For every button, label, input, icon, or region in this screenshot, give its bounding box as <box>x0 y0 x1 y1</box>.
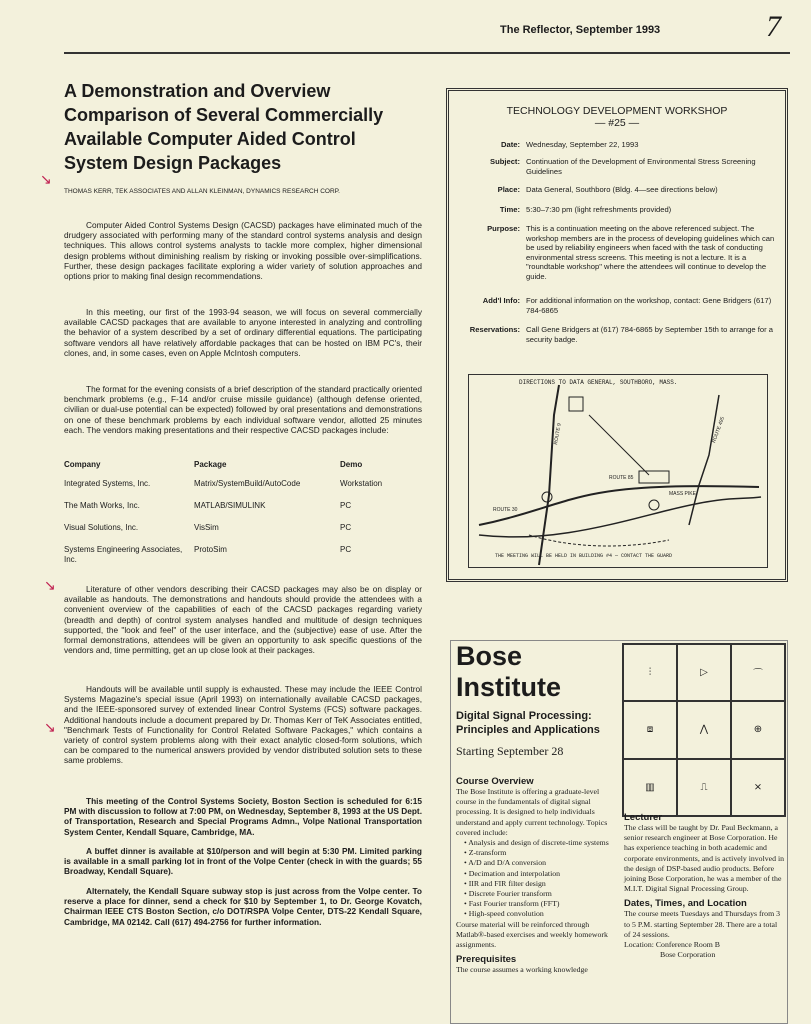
workshop-value: Wednesday, September 22, 1993 <box>526 140 639 149</box>
workshop-label: Subject: <box>490 157 520 166</box>
pole-zero-icon: ⊕ <box>731 701 785 758</box>
col-package: Package <box>194 460 227 469</box>
prereq-text: The course assumes a working knowledge <box>456 965 588 975</box>
map-label-route9: ROUTE 9 <box>552 422 563 446</box>
list-item: • IIR and FIR filter design <box>464 879 614 889</box>
workshop-label: Place: <box>497 185 520 194</box>
cell-company: The Math Works, Inc. <box>64 501 140 510</box>
bose-name-line1: Bose <box>456 641 523 671</box>
dates-heading: Dates, Times, and Location <box>624 898 747 910</box>
sinc-pulse-icon: ⋀ <box>677 701 731 758</box>
spectrum-icon: ▥ <box>623 759 677 816</box>
cell-package: MATLAB/SIMULINK <box>194 501 266 510</box>
article-paragraph-6: This meeting of the Control Systems Society, Boston Section is scheduled for 6:15 PM with discussion to follow at 7:00 PM, on Wednesday, September 8, 1993 at the US Dept. of Transportation, Research and Special Programs Admn., Volpe National Transportation System Center, Kendall Square, Cambridge, MA. <box>64 796 422 837</box>
dates-text: The course meets Tuesdays and Thursdays from 3 to 5 P.M. starting September 28. There are a total of 24 sessions. <box>624 909 780 939</box>
impulse-response-icon: ⫶ <box>623 644 677 701</box>
article-paragraph-3: The format for the evening consists of a brief description of the standard practically oriented benchmark problems (e.g., F-14 and/or cruise missile guidance) (although defense oriented, civilian or dual-use potential can be expected) followed by oral presentations and demonstrations on one of these benchmark problems by each individual software vendor, allotted 25 minutes each. The vendors making presentations and their respective CACSD packages include: <box>64 384 422 435</box>
table-row <box>64 479 424 501</box>
article-paragraph-8: Alternately, the Kendall Square subway stop is just across from the Volpe center. To reserve a place for dinner, send a check for $10 by September 1, to Dr. George Kovatch, Chairman IEEE CTS Boston Section, c/o DOT/RSPA Volpe Center, DTS-22 Kendall Square, Cambridge, MA 02142. Call (617) 494-2756 for further information. <box>64 886 422 927</box>
workshop-value: Continuation of the Development of Environmental Stress Screening Guidelines <box>526 157 756 176</box>
bose-name-line2: Institute <box>456 672 561 702</box>
bose-institute-logo <box>456 641 561 703</box>
cell-demo: Workstation <box>340 479 383 488</box>
butterfly-fft-icon: ⨯ <box>731 759 785 816</box>
article-paragraph-4: Literature of other vendors describing their CACSD packages may also be on display or available as handouts. The demonstrations and handouts should provide the attendees with a convenient overview of the capabilities of each of the CACSD packages regarding variety (breadth and depth) of control system analyses handled and multitude of design techniques supported, the "look and feel" of the user interface, and the (subjective) ease of use. After the formal demonstrations, attendees will be given an opportunity to ask specific questions of the vendors and, time permitting, get an up close look at their packages. <box>64 584 422 656</box>
cell-demo: PC <box>340 545 352 554</box>
lowpass-filter-icon: ⎍ <box>677 759 731 816</box>
location-label: Location: <box>624 940 654 950</box>
workshop-row-date <box>456 140 776 150</box>
cell-package: VisSim <box>194 523 219 532</box>
workshop-label: Purpose: <box>487 224 520 233</box>
workshop-row-purpose <box>456 224 776 282</box>
map-label-route495: ROUTE 495 <box>711 416 727 444</box>
article-paragraph-1: Computer Aided Control Systems Design (CACSD) packages have eliminated much of the drudgery associated with performing many of the standard control systems analysis and design techniques. This allows control systems analysts to tackle more complex, higher dimensional design problems without diminishing realism by risking or invoking possible over-simplifications. Further, these design packages facilitate exploring a wider variety of solution approaches and options prior to making final design recommendations. <box>64 220 422 282</box>
article-paragraph-2: In this meeting, our first of the 1993-94 season, we will focus on several commercially available CACSD packages that are available to anyone interested in analyzing and controlling the behavior of a system described by a set of ordinary differential equations. The participating software vendors all have relatively affordable packages that can be hosted on IBM PC's, their clones, and, in some cases, even on Apple McIntosh computers. <box>64 307 422 358</box>
frequency-response-icon: ⌒ <box>731 644 785 701</box>
map-roads <box>469 375 767 567</box>
workshop-title <box>446 105 788 129</box>
list-item: • Z-transform <box>464 848 614 858</box>
article-paragraph-7: A buffet dinner is available at $10/person and will begin at 5:30 PM. Limited parking is available in a small parking lot in front of the Volpe Center (check in with the guards; 55 Broadway, Kendall Square). <box>64 846 422 877</box>
bose-lecturer <box>624 812 784 960</box>
overview-end: Course material will be reinforced through Matlab®-based exercises and weekly homework assignments. <box>456 919 608 950</box>
table-row <box>64 523 424 545</box>
overview-heading: Course Overview <box>456 776 534 787</box>
cell-demo: PC <box>340 523 352 532</box>
list-item: • Analysis and design of discrete-time systems <box>464 838 614 848</box>
workshop-value: 5:30–7:30 pm (light refreshments provided) <box>526 205 672 214</box>
workshop-row-place <box>456 185 776 195</box>
article-paragraph-5: Handouts will be available until supply is exhausted. These may include the IEEE Control Systems Magazine's special issue (April 1993) on internationally available CACSD packages, and the IEEE-sponsored survey of extended linear Control Systems (FCS) software packages. Additional handouts include a document prepared by Dr. Thomas Kerr of TeK Associates entitled, "Benchmark Tests of Functionality for Control Related Software Packages," which contains a variety of control system problems along with their exact analytic closed-form solutions, which can be compared to the numerical answers provided by vendor distributed solution sets to these same problems. <box>64 684 422 766</box>
location-line <box>624 940 784 950</box>
amplifier-icon: ▷ <box>677 644 731 701</box>
bose-course-title: Digital Signal Processing: Principles and Applications <box>456 710 600 736</box>
page-number: 7 <box>766 10 781 43</box>
workshop-value: Call Gene Bridgers at (617) 784-6865 by September 15th to arrange for a security badge. <box>526 325 773 344</box>
location-value-2: Bose Corporation <box>660 950 716 960</box>
header-rule <box>64 52 790 54</box>
col-company: Company <box>64 460 101 469</box>
dsp-illustration-grid <box>622 643 786 817</box>
workshop-label: Date: <box>501 140 520 149</box>
lecturer-heading: Lecturer <box>624 812 663 823</box>
workshop-label: Reservations: <box>469 325 520 334</box>
cell-company: Integrated Systems, Inc. <box>64 479 151 488</box>
vendor-table-header <box>64 460 424 479</box>
filter-block-icon: ⧈ <box>623 701 677 758</box>
workshop-number: — #25 — <box>594 117 640 129</box>
map-label-masspike: MASS PIKE <box>669 491 696 497</box>
list-item: • High-speed convolution <box>464 909 614 919</box>
table-row <box>64 501 424 523</box>
topics-list <box>456 838 614 920</box>
article-byline: THOMAS KERR, TEK ASSOCIATES AND ALLAN KLEINMAN, DYNAMICS RESEARCH CORP. <box>64 188 340 195</box>
cell-demo: PC <box>340 501 352 510</box>
vendor-table <box>64 460 424 577</box>
workshop-title-text: TECHNOLOGY DEVELOPMENT WORKSHOP <box>506 105 728 117</box>
list-item: • Fast Fourier transform (FFT) <box>464 899 614 909</box>
cell-package: ProtoSim <box>194 545 227 554</box>
margin-arrow-mark: ↘ <box>40 173 52 188</box>
bose-start-date: Starting September 28 <box>456 744 564 758</box>
bose-overview <box>456 776 614 975</box>
workshop-value: This is a continuation meeting on the above referenced subject. The workshop members are in the process of developing guidelines which can be used by reliability engineers when faced with the task of conducting environmental stress screens. This meeting is not a lecture. It is a "roundtable workshop" where the attendees will continue to develop the guide. <box>526 224 775 281</box>
workshop-row-info <box>456 296 776 315</box>
workshop-row-reservations <box>456 325 776 344</box>
cell-company: Systems Engineering Associates, Inc. <box>64 545 183 564</box>
directions-map <box>468 374 768 568</box>
running-head: The Reflector, September 1993 <box>500 24 661 36</box>
article-title: A Demonstration and Overview Comparison of Several Commercially Available Computer Aided Control System Design Packages <box>64 81 384 173</box>
table-row <box>64 545 424 577</box>
prereq-heading: Prerequisites <box>456 954 517 966</box>
lecturer-text: The class will be taught by Dr. Paul Beckmann, a senior research engineer at Bose Corporation. He has experience teaching in both academic and corporate environments, and is actively involved in the design of DSP-based audio products. Before joining Bose Corporation, he was a member of the M.I.T. Digital Signal Processing Group. <box>624 823 785 894</box>
map-title: DIRECTIONS TO DATA GENERAL, SOUTHBORO, MASS. <box>519 379 678 386</box>
map-label-route85: ROUTE 85 <box>609 475 634 481</box>
margin-arrow-mark: ↘ <box>44 721 56 736</box>
workshop-value: Data General, Southboro (Bldg. 4—see directions below) <box>526 185 718 194</box>
col-demo: Demo <box>340 460 363 469</box>
map-label-route30: ROUTE 30 <box>493 507 518 513</box>
cell-package: Matrix/SystemBuild/AutoCode <box>194 479 301 488</box>
cell-company: Visual Solutions, Inc. <box>64 523 139 532</box>
list-item: • Discrete Fourier transform <box>464 889 614 899</box>
workshop-row-time <box>456 205 776 215</box>
overview-text: The Bose Institute is offering a graduate-level course in the fundamentals of digital signal processing. It is designed to help individuals understand and apply current technology. Topics covered include: <box>456 787 608 837</box>
list-item: • Decimation and interpolation <box>464 869 614 879</box>
workshop-label: Add'l Info: <box>482 296 520 305</box>
workshop-row-subject <box>456 157 776 176</box>
workshop-value: For additional information on the workshop, contact: Gene Bridgers (617) 784-6865 <box>526 296 772 315</box>
margin-arrow-mark: ↘ <box>44 579 56 594</box>
map-footer: THE MEETING WILL BE HELD IN BUILDING #4 — CONTACT THE GUARD <box>495 553 673 559</box>
workshop-label: Time: <box>499 205 520 214</box>
location-value: Conference Room B <box>655 940 720 950</box>
list-item: • A/D and D/A conversion <box>464 858 614 868</box>
